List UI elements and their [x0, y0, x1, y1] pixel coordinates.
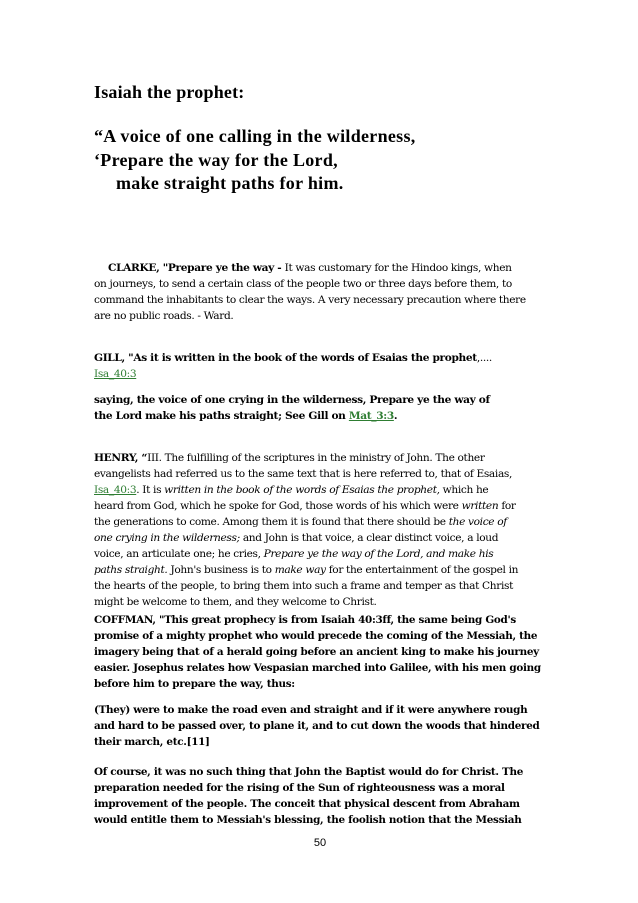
- text-line: easier. Josephus relates how Vespasian marched into Galilee, with his men going: [94, 662, 541, 674]
- text-span: the voice of: [448, 516, 507, 528]
- text-line: the hearts of the people, to bring them into such a frame and temper as that Christ: [94, 580, 513, 592]
- text-line: might be welcome to them, and they welcome to Christ.: [94, 596, 377, 608]
- henry-commentary: [94, 450, 546, 610]
- scripture-link[interactable]: Isa_40:3: [94, 368, 137, 380]
- text-span: and John is that voice, a clear distinct voice, a loud: [239, 532, 499, 544]
- text-line: III. The fulfilling of the scriptures in the ministry of John. The other: [147, 452, 485, 464]
- text-line: would entitle them to Messiah's blessing, the foolish notion that the Messiah: [94, 814, 522, 826]
- text-line: (They) were to make the road even and straight and if it were anywhere rough: [94, 704, 528, 716]
- text-line: evangelists had referred us to the same text that is here referred to, that of Esaias,: [94, 468, 513, 480]
- commentary-lead: HENRY, “: [94, 452, 148, 464]
- text-span: one crying in the wilderness;: [94, 532, 240, 544]
- gill-verse: [94, 392, 546, 424]
- text-line: saying, the voice of one crying in the wilderness, Prepare ye the way of: [94, 394, 490, 406]
- scripture-link[interactable]: Isa_40:3: [94, 484, 137, 496]
- gill-commentary: [94, 350, 546, 382]
- verse-line: “A voice of one calling in the wilderness,: [94, 126, 416, 146]
- text-line: and hard to be passed over, to plane it, and to cut down the woods that hindered: [94, 720, 540, 732]
- text-line: preparation needed for the rising of the Sun of righteousness was a moral: [94, 782, 505, 794]
- page-number: 50: [313, 837, 327, 849]
- text-line: command the inhabitants to clear the ways. A very necessary precaution where there: [94, 294, 526, 306]
- text-span: . It is: [136, 484, 165, 496]
- text-end: .: [393, 410, 398, 422]
- commentary-lead: GILL, "As it is written in the book of the words of Esaias the prophet: [94, 352, 477, 364]
- text-line: improvement of the people. The conceit that physical descent from Abraham: [94, 798, 520, 810]
- verse-line: make straight paths for him.: [116, 173, 344, 193]
- text-span: paths straight.: [94, 564, 168, 576]
- coffman-quote: [94, 702, 546, 750]
- text-span: heard from God, which he spoke for God, those words of his which were: [94, 500, 462, 512]
- text-line: COFFMAN, "This great prophecy is from Isaiah 40:3ff, the same being God's: [94, 614, 516, 626]
- text-line: the Lord make his paths straight; See Gill on: [94, 410, 349, 422]
- text-span: for the entertainment of the gospel in: [325, 564, 519, 576]
- text-line: are no public roads. - Ward.: [94, 310, 234, 322]
- text-line: promise of a mighty prophet who would precede the coming of the Messiah, the: [94, 630, 538, 642]
- text-line: their march, etc.[11]: [94, 736, 210, 748]
- coffman-commentary: [94, 612, 546, 692]
- text-span: written in the book of the words of Esaias the prophet,: [164, 484, 440, 496]
- text-span: voice, an articulate one; he cries,: [94, 548, 264, 560]
- text-span: John's business is to: [167, 564, 275, 576]
- text-span: the generations to come. Among them it is found that there should be: [94, 516, 449, 528]
- text-line: on journeys, to send a certain class of the people two or three days before them, to: [94, 278, 512, 290]
- verse-quote: [94, 125, 416, 196]
- section-heading: Isaiah the prophet:: [94, 82, 245, 102]
- text-line: It was customary for the Hindoo kings, when: [284, 262, 512, 274]
- scripture-link[interactable]: Mat_3:3: [348, 410, 394, 422]
- text-span: make way: [274, 564, 326, 576]
- text-span: Prepare ye the way of the Lord, and make his: [263, 548, 494, 560]
- text-span: written: [461, 500, 499, 512]
- commentary-lead: CLARKE, "Prepare ye the way -: [108, 262, 285, 274]
- text-span: which he: [439, 484, 489, 496]
- text-tail: ,....: [476, 352, 492, 364]
- text-span: for: [498, 500, 516, 512]
- text-line: before him to prepare the way, thus:: [94, 678, 295, 690]
- clarke-commentary: [94, 260, 546, 324]
- text-line: Of course, it was no such thing that John the Baptist would do for Christ. The: [94, 766, 524, 778]
- verse-line: ‘Prepare the way for the Lord,: [94, 149, 338, 170]
- coffman-continuation: [94, 764, 546, 828]
- text-line: imagery being that of a herald going before an ancient king to make his journey: [94, 646, 539, 658]
